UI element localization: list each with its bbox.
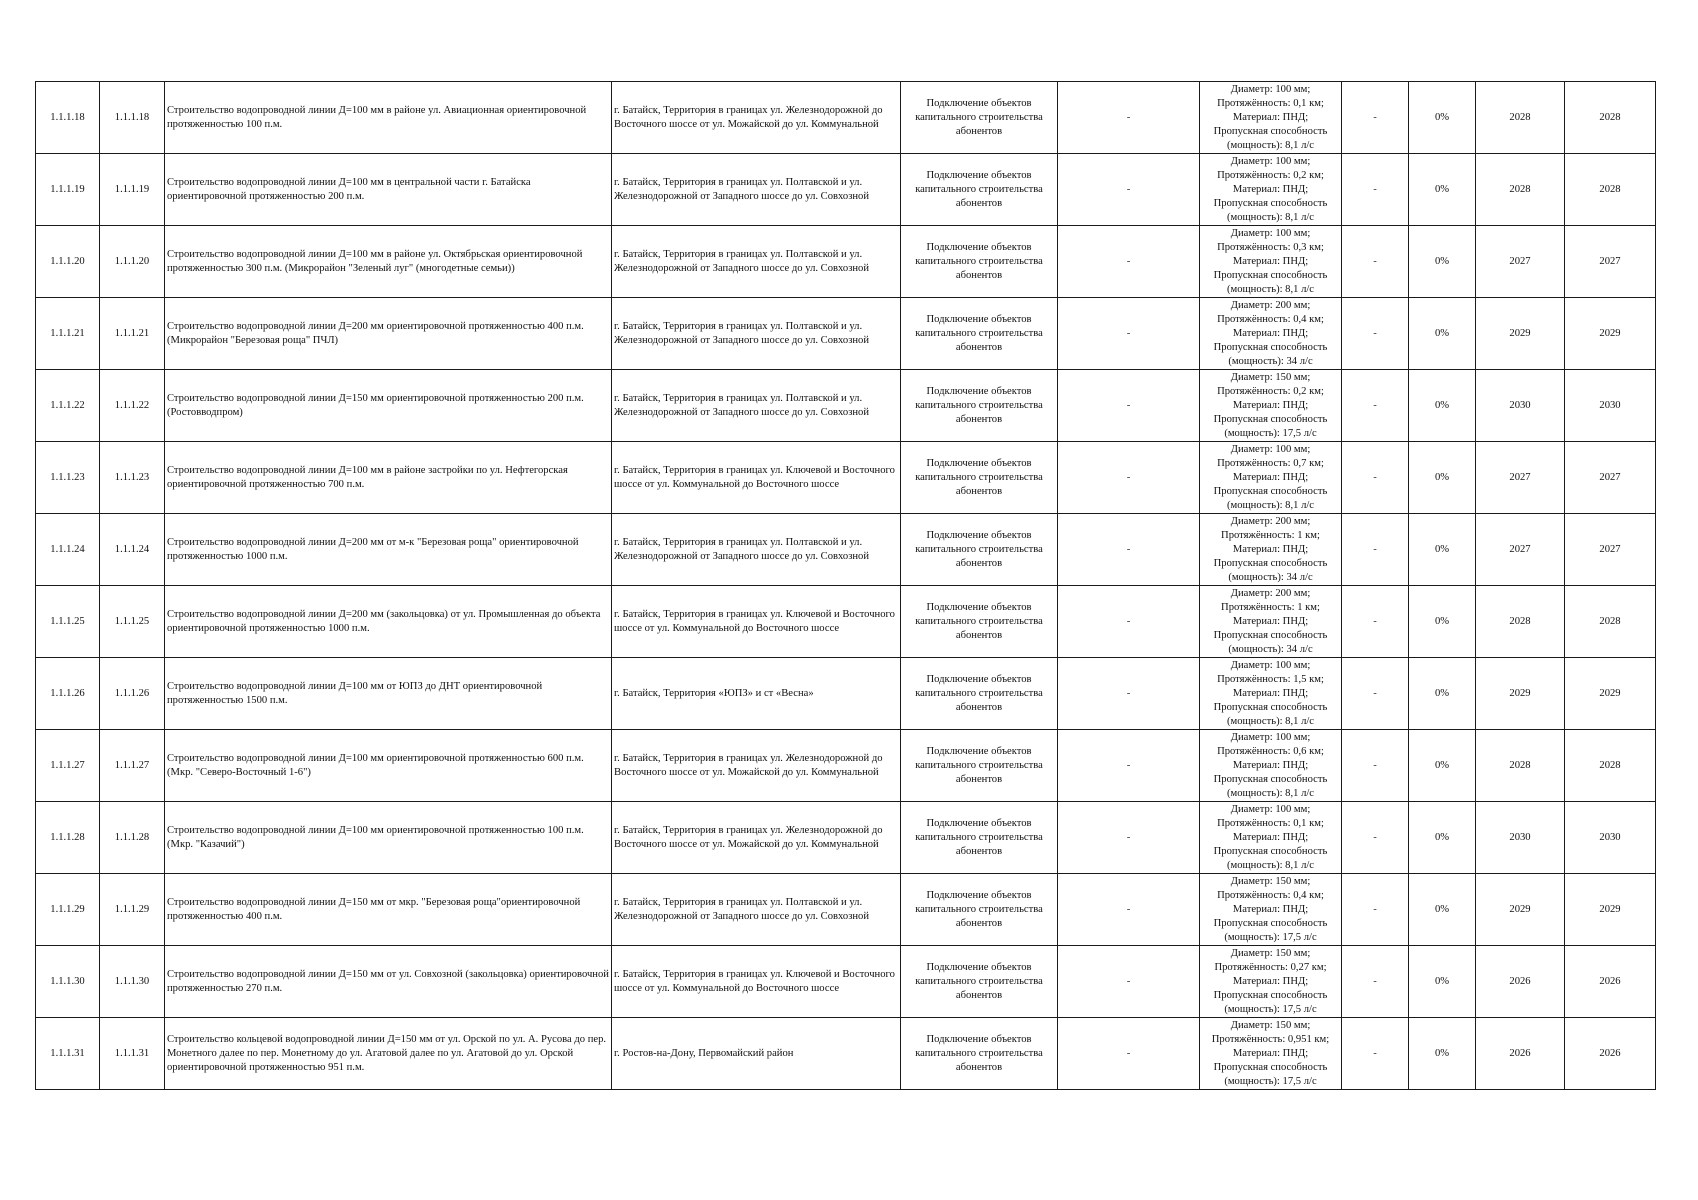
row-code-cell: 1.1.1.23 [100,442,165,514]
technical-params-cell [1200,442,1342,514]
end-year-cell: 2028 [1565,154,1656,226]
param-line: Материал: ПНД; [1232,615,1309,627]
param-line: Материал: ПНД; [1232,543,1309,555]
purpose-cell: Подключение объектов капитального строительства абонентов [901,226,1058,298]
purpose-cell: Подключение объектов капитального строительства абонентов [901,514,1058,586]
empty-value-cell: - [1342,1018,1409,1090]
location-cell: г. Батайск, Территория в границах ул. Железнодорожной до Восточного шоссе от ул. Можайской до ул. Коммунальной [612,802,901,874]
empty-value-cell: - [1342,874,1409,946]
empty-value-cell: - [1342,154,1409,226]
empty-value-cell: - [1342,946,1409,1018]
start-year-cell: 2026 [1476,1018,1565,1090]
project-name-cell: Строительство водопроводной линии Д=150 мм от мкр. "Березовая роща"ориентировочной протяженностью 400 п.м. [165,874,612,946]
empty-value-cell: - [1058,658,1200,730]
row-code-cell: 1.1.1.31 [100,1018,165,1090]
param-line: Диаметр: 100 мм; [1230,443,1311,455]
param-line: Протяжённость: 1,5 км; [1217,673,1324,685]
technical-params-cell [1200,658,1342,730]
param-line: Диаметр: 200 мм; [1230,587,1311,599]
completion-percent-cell: 0% [1409,802,1476,874]
param-line: (мощность): 17,5 л/с [1224,427,1317,439]
completion-percent-cell: 0% [1409,226,1476,298]
row-number-cell: 1.1.1.18 [36,82,100,154]
location-cell: г. Батайск, Территория в границах ул. Полтавской и ул. Железнодорожной от Западного шоссе до ул. Совхозной [612,874,901,946]
row-code-cell: 1.1.1.28 [100,802,165,874]
empty-value-cell: - [1058,946,1200,1018]
start-year-cell: 2028 [1476,82,1565,154]
empty-value-cell: - [1342,82,1409,154]
param-line: (мощность): 17,5 л/с [1224,931,1317,943]
param-line: Пропускная способность [1213,629,1328,641]
start-year-cell: 2028 [1476,730,1565,802]
param-line: Диаметр: 150 мм; [1230,371,1311,383]
table-row [36,154,1656,226]
empty-value-cell: - [1058,298,1200,370]
empty-value-cell: - [1342,802,1409,874]
param-line: Протяжённость: 0,2 км; [1217,169,1324,181]
param-line: Диаметр: 150 мм; [1230,1019,1311,1031]
start-year-cell: 2029 [1476,298,1565,370]
param-line: (мощность): 8,1 л/с [1226,283,1315,295]
param-line: Пропускная способность [1213,197,1328,209]
row-number-cell: 1.1.1.28 [36,802,100,874]
purpose-cell: Подключение объектов капитального строительства абонентов [901,1018,1058,1090]
completion-percent-cell: 0% [1409,442,1476,514]
technical-params-cell [1200,154,1342,226]
param-line: Протяжённость: 0,6 км; [1217,745,1324,757]
row-code-cell: 1.1.1.18 [100,82,165,154]
row-number-cell: 1.1.1.20 [36,226,100,298]
param-line: Материал: ПНД; [1232,471,1309,483]
row-code-cell: 1.1.1.25 [100,586,165,658]
end-year-cell: 2026 [1565,946,1656,1018]
end-year-cell: 2027 [1565,226,1656,298]
purpose-cell: Подключение объектов капитального строительства абонентов [901,370,1058,442]
param-line: Материал: ПНД; [1232,831,1309,843]
empty-value-cell: - [1058,226,1200,298]
completion-percent-cell: 0% [1409,82,1476,154]
start-year-cell: 2027 [1476,514,1565,586]
technical-params-cell [1200,874,1342,946]
table-row [36,658,1656,730]
location-cell: г. Батайск, Территория в границах ул. Полтавской и ул. Железнодорожной от Западного шоссе до ул. Совхозной [612,154,901,226]
end-year-cell: 2030 [1565,370,1656,442]
table-row [36,730,1656,802]
project-name-cell: Строительство водопроводной линии Д=100 мм в районе ул. Октябрьская ориентировочной протяженностью 300 п.м. (Микрорайон "Зеленый луг" (многодетные семьи)) [165,226,612,298]
location-cell: г. Батайск, Территория в границах ул. Ключевой и Восточного шоссе от ул. Коммунальной до Восточного шоссе [612,442,901,514]
table-row [36,298,1656,370]
technical-params-cell [1200,946,1342,1018]
purpose-cell: Подключение объектов капитального строительства абонентов [901,298,1058,370]
param-line: (мощность): 8,1 л/с [1226,139,1315,151]
param-line: Материал: ПНД; [1232,687,1309,699]
location-cell: г. Батайск, Территория в границах ул. Ключевой и Восточного шоссе от ул. Коммунальной до Восточного шоссе [612,586,901,658]
param-line: Материал: ПНД; [1232,759,1309,771]
param-line: Диаметр: 100 мм; [1230,83,1311,95]
empty-value-cell: - [1058,586,1200,658]
start-year-cell: 2026 [1476,946,1565,1018]
param-line: Протяжённость: 1 км; [1221,529,1320,541]
completion-percent-cell: 0% [1409,1018,1476,1090]
location-cell: г. Батайск, Территория в границах ул. Железнодорожной до Восточного шоссе от ул. Можайской до ул. Коммунальной [612,82,901,154]
param-line: Диаметр: 200 мм; [1230,299,1311,311]
end-year-cell: 2028 [1565,730,1656,802]
start-year-cell: 2029 [1476,658,1565,730]
purpose-cell: Подключение объектов капитального строительства абонентов [901,946,1058,1018]
start-year-cell: 2027 [1476,226,1565,298]
empty-value-cell: - [1342,730,1409,802]
empty-value-cell: - [1342,226,1409,298]
empty-value-cell: - [1058,874,1200,946]
empty-value-cell: - [1058,154,1200,226]
empty-value-cell: - [1058,82,1200,154]
location-cell: г. Батайск, Территория в границах ул. Полтавской и ул. Железнодорожной от Западного шоссе до ул. Совхозной [612,298,901,370]
row-code-cell: 1.1.1.20 [100,226,165,298]
param-line: Диаметр: 100 мм; [1230,731,1311,743]
param-line: Пропускная способность [1213,773,1328,785]
technical-params-cell [1200,82,1342,154]
project-name-cell: Строительство водопроводной линии Д=100 мм ориентировочной протяженностью 600 п.м. (Мкр. "Северо-Восточный 1-6") [165,730,612,802]
project-name-cell: Строительство водопроводной линии Д=100 мм в центральной части г. Батайска ориентировочной протяженностью 200 п.м. [165,154,612,226]
param-line: Протяжённость: 0,3 км; [1217,241,1324,253]
project-name-cell: Строительство водопроводной линии Д=100 мм в районе застройки по ул. Нефтегорская ориентировочной протяженностью 700 п.м. [165,442,612,514]
project-name-cell: Строительство кольцевой водопроводной линии Д=150 мм от ул. Орской по ул. А. Русова до пер. Монетного далее по пер. Монетному до ул. Агатовой далее по ул. Агатовой до ул. Орской ориентировочной протяженностью 951 п.м. [165,1018,612,1090]
param-line: Пропускная способность [1213,701,1328,713]
table-row [36,874,1656,946]
empty-value-cell: - [1058,370,1200,442]
purpose-cell: Подключение объектов капитального строительства абонентов [901,586,1058,658]
location-cell: г. Батайск, Территория в границах ул. Ключевой и Восточного шоссе от ул. Коммунальной до Восточного шоссе [612,946,901,1018]
table-row [36,514,1656,586]
param-line: Пропускная способность [1213,341,1328,353]
end-year-cell: 2030 [1565,802,1656,874]
param-line: Материал: ПНД; [1232,255,1309,267]
param-line: Протяжённость: 0,7 км; [1217,457,1324,469]
end-year-cell: 2028 [1565,82,1656,154]
table-row [36,946,1656,1018]
technical-params-cell [1200,370,1342,442]
technical-params-cell [1200,1018,1342,1090]
param-line: Пропускная способность [1213,125,1328,137]
table-row [36,802,1656,874]
purpose-cell: Подключение объектов капитального строительства абонентов [901,730,1058,802]
location-cell: г. Батайск, Территория в границах ул. Железнодорожной до Восточного шоссе от ул. Можайской до ул. Коммунальной [612,730,901,802]
row-code-cell: 1.1.1.27 [100,730,165,802]
technical-params-cell [1200,514,1342,586]
param-line: Протяжённость: 0,2 км; [1217,385,1324,397]
param-line: Пропускная способность [1213,989,1328,1001]
param-line: (мощность): 8,1 л/с [1226,787,1315,799]
empty-value-cell: - [1058,730,1200,802]
empty-value-cell: - [1342,586,1409,658]
technical-params-cell [1200,730,1342,802]
row-number-cell: 1.1.1.26 [36,658,100,730]
param-line: Протяжённость: 0,951 км; [1211,1033,1330,1045]
row-code-cell: 1.1.1.30 [100,946,165,1018]
param-line: Материал: ПНД; [1232,1047,1309,1059]
empty-value-cell: - [1058,442,1200,514]
end-year-cell: 2027 [1565,514,1656,586]
purpose-cell: Подключение объектов капитального строительства абонентов [901,442,1058,514]
table-row [36,586,1656,658]
table-row [36,82,1656,154]
empty-value-cell: - [1058,514,1200,586]
purpose-cell: Подключение объектов капитального строительства абонентов [901,874,1058,946]
project-name-cell: Строительство водопроводной линии Д=200 мм (закольцовка) от ул. Промышленная до объекта ориентировочной протяженностью 1000 п.м. [165,586,612,658]
row-number-cell: 1.1.1.19 [36,154,100,226]
empty-value-cell: - [1058,802,1200,874]
empty-value-cell: - [1058,1018,1200,1090]
completion-percent-cell: 0% [1409,874,1476,946]
completion-percent-cell: 0% [1409,370,1476,442]
param-line: (мощность): 8,1 л/с [1226,499,1315,511]
project-name-cell: Строительство водопроводной линии Д=150 мм от ул. Совхозной (закольцовка) ориентировочной протяженностью 270 п.м. [165,946,612,1018]
row-number-cell: 1.1.1.29 [36,874,100,946]
technical-params-cell [1200,586,1342,658]
location-cell: г. Батайск, Территория в границах ул. Полтавской и ул. Железнодорожной от Западного шоссе до ул. Совхозной [612,226,901,298]
project-name-cell: Строительство водопроводной линии Д=200 мм от м-к "Березовая роща" ориентировочной протяженностью 1000 п.м. [165,514,612,586]
param-line: Материал: ПНД; [1232,975,1309,987]
row-number-cell: 1.1.1.24 [36,514,100,586]
purpose-cell: Подключение объектов капитального строительства абонентов [901,154,1058,226]
row-code-cell: 1.1.1.24 [100,514,165,586]
param-line: Диаметр: 150 мм; [1230,875,1311,887]
project-name-cell: Строительство водопроводной линии Д=100 мм ориентировочной протяженностью 100 п.м. (Мкр. "Казачий") [165,802,612,874]
row-code-cell: 1.1.1.19 [100,154,165,226]
table-row [36,370,1656,442]
completion-percent-cell: 0% [1409,658,1476,730]
purpose-cell: Подключение объектов капитального строительства абонентов [901,82,1058,154]
param-line: Пропускная способность [1213,845,1328,857]
param-line: Пропускная способность [1213,557,1328,569]
table-row [36,226,1656,298]
param-line: Диаметр: 100 мм; [1230,803,1311,815]
row-code-cell: 1.1.1.26 [100,658,165,730]
empty-value-cell: - [1342,298,1409,370]
end-year-cell: 2029 [1565,658,1656,730]
start-year-cell: 2030 [1476,802,1565,874]
start-year-cell: 2028 [1476,586,1565,658]
start-year-cell: 2028 [1476,154,1565,226]
table-row [36,442,1656,514]
param-line: Протяжённость: 0,4 км; [1217,313,1324,325]
start-year-cell: 2030 [1476,370,1565,442]
project-name-cell: Строительство водопроводной линии Д=150 мм ориентировочной протяженностью 200 п.м. (Ростовводпром) [165,370,612,442]
completion-percent-cell: 0% [1409,514,1476,586]
end-year-cell: 2029 [1565,874,1656,946]
empty-value-cell: - [1342,442,1409,514]
project-name-cell: Строительство водопроводной линии Д=100 мм в районе ул. Авиационная ориентировочной протяженностью 100 п.м. [165,82,612,154]
param-line: Протяжённость: 0,1 км; [1217,97,1324,109]
row-code-cell: 1.1.1.29 [100,874,165,946]
completion-percent-cell: 0% [1409,946,1476,1018]
param-line: (мощность): 34 л/с [1228,571,1313,583]
param-line: Материал: ПНД; [1232,903,1309,915]
row-number-cell: 1.1.1.30 [36,946,100,1018]
location-cell: г. Батайск, Территория в границах ул. Полтавской и ул. Железнодорожной от Западного шоссе до ул. Совхозной [612,514,901,586]
location-cell: г. Ростов-на-Дону, Первомайский район [612,1018,901,1090]
param-line: (мощность): 17,5 л/с [1224,1003,1317,1015]
completion-percent-cell: 0% [1409,298,1476,370]
param-line: Материал: ПНД; [1232,111,1309,123]
param-line: Диаметр: 150 мм; [1230,947,1311,959]
location-cell: г. Батайск, Территория «ЮПЗ» и ст «Весна» [612,658,901,730]
end-year-cell: 2029 [1565,298,1656,370]
param-line: Материал: ПНД; [1232,183,1309,195]
row-number-cell: 1.1.1.23 [36,442,100,514]
param-line: Протяжённость: 1 км; [1221,601,1320,613]
empty-value-cell: - [1342,514,1409,586]
purpose-cell: Подключение объектов капитального строительства абонентов [901,802,1058,874]
technical-params-cell [1200,802,1342,874]
row-code-cell: 1.1.1.22 [100,370,165,442]
param-line: Пропускная способность [1213,917,1328,929]
param-line: (мощность): 8,1 л/с [1226,715,1315,727]
end-year-cell: 2028 [1565,586,1656,658]
param-line: Материал: ПНД; [1232,399,1309,411]
param-line: Материал: ПНД; [1232,327,1309,339]
param-line: (мощность): 34 л/с [1228,643,1313,655]
param-line: Протяжённость: 0,1 км; [1217,817,1324,829]
location-cell: г. Батайск, Территория в границах ул. Полтавской и ул. Железнодорожной от Западного шоссе до ул. Совхозной [612,370,901,442]
project-name-cell: Строительство водопроводной линии Д=100 мм от ЮПЗ до ДНТ ориентировочной протяженностью 1500 п.м. [165,658,612,730]
end-year-cell: 2026 [1565,1018,1656,1090]
param-line: Пропускная способность [1213,1061,1328,1073]
row-number-cell: 1.1.1.31 [36,1018,100,1090]
start-year-cell: 2027 [1476,442,1565,514]
row-number-cell: 1.1.1.21 [36,298,100,370]
start-year-cell: 2029 [1476,874,1565,946]
purpose-cell: Подключение объектов капитального строительства абонентов [901,658,1058,730]
row-number-cell: 1.1.1.25 [36,586,100,658]
investment-program-table [35,81,1656,1090]
technical-params-cell [1200,298,1342,370]
empty-value-cell: - [1342,370,1409,442]
end-year-cell: 2027 [1565,442,1656,514]
param-line: Пропускная способность [1213,485,1328,497]
param-line: Протяжённость: 0,27 км; [1214,961,1327,973]
completion-percent-cell: 0% [1409,154,1476,226]
param-line: Пропускная способность [1213,413,1328,425]
row-number-cell: 1.1.1.27 [36,730,100,802]
table-body [36,82,1656,1090]
completion-percent-cell: 0% [1409,730,1476,802]
param-line: Протяжённость: 0,4 км; [1217,889,1324,901]
param-line: (мощность): 34 л/с [1228,355,1313,367]
param-line: (мощность): 8,1 л/с [1226,211,1315,223]
param-line: (мощность): 17,5 л/с [1224,1075,1317,1087]
table-row [36,1018,1656,1090]
param-line: Пропускная способность [1213,269,1328,281]
row-code-cell: 1.1.1.21 [100,298,165,370]
param-line: Диаметр: 100 мм; [1230,227,1311,239]
empty-value-cell: - [1342,658,1409,730]
completion-percent-cell: 0% [1409,586,1476,658]
param-line: Диаметр: 200 мм; [1230,515,1311,527]
project-name-cell: Строительство водопроводной линии Д=200 мм ориентировочной протяженностью 400 п.м. (Микрорайон "Березовая роща" ПЧЛ) [165,298,612,370]
row-number-cell: 1.1.1.22 [36,370,100,442]
param-line: Диаметр: 100 мм; [1230,155,1311,167]
param-line: (мощность): 8,1 л/с [1226,859,1315,871]
technical-params-cell [1200,226,1342,298]
param-line: Диаметр: 100 мм; [1230,659,1311,671]
